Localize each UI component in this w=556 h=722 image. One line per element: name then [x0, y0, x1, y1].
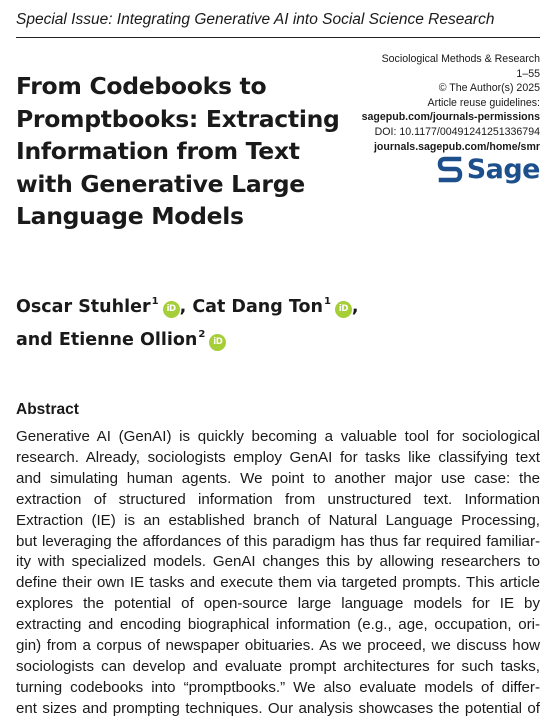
affiliation-mark: 2	[198, 329, 206, 340]
abstract-heading: Abstract	[16, 401, 79, 418]
doi[interactable]: DOI: 10.1177/00491241251336794	[374, 125, 540, 138]
reuse-link[interactable]: sagepub.com/journals-permissions	[361, 111, 540, 124]
reuse-label: Article reuse guidelines:	[427, 96, 540, 109]
special-issue-label: Special Issue: Integrating Generative AI into Social Science Research	[16, 11, 495, 28]
copyright: © The Author(s) 2025	[438, 82, 540, 95]
abstract-line: and simulating human agents. We point to another major use case: the	[16, 469, 540, 487]
abstract-line: Generative AI (GenAI) is quickly becoming a valuable tool for sociological	[16, 428, 540, 445]
publisher-logo	[437, 154, 540, 185]
abstract-line: extraction of structured information from unstructured text. Information	[16, 490, 540, 508]
author-name: and Etienne Ollion	[16, 330, 198, 350]
author-line	[16, 288, 536, 321]
title-line: with Generative Large	[16, 169, 305, 198]
article-title	[16, 70, 366, 233]
title-line: From Codebooks to	[16, 72, 267, 100]
abstract-line: gin) from a corpus of newspaper obituaries. As we proceed, we discuss how	[16, 637, 540, 655]
title-line: Information from Text	[16, 137, 300, 165]
abstract-line: define their own IE tasks and execute them via targeted prompts. This article	[16, 574, 540, 592]
orcid-icon[interactable]: iD	[335, 301, 352, 318]
abstract-line: turning codebooks into “promptbooks.” We also evaluate models of differ-	[16, 678, 540, 696]
abstract-line: explores the potential of open-source large language models for IE by	[16, 595, 540, 613]
orcid-icon[interactable]: iD	[163, 301, 180, 318]
sage-s-icon	[437, 155, 463, 185]
orcid-icon[interactable]: iD	[209, 334, 226, 351]
author-separator: ,	[179, 297, 193, 317]
journal-meta	[340, 52, 540, 154]
abstract-line: but leveraging the affordances of this paradigm has thus far required familiar-	[16, 532, 540, 550]
author-list	[16, 288, 536, 354]
journal-name: Sociological Methods & Research	[381, 53, 540, 65]
abstract-line: ent sizes and prompting techniques. Our analysis showcases the potential of	[16, 699, 540, 717]
abstract-body	[16, 427, 540, 720]
author-name: Oscar Stuhler	[16, 297, 151, 317]
title-line: Promptbooks: Extracting	[16, 104, 340, 133]
abstract-line: ity with specialized models. GenAI changes this by allowing researchers to	[16, 553, 540, 571]
title-line: Language Models	[16, 202, 244, 230]
header-rule	[16, 37, 540, 38]
author-separator: ,	[351, 297, 359, 317]
affiliation-mark: 1	[151, 296, 159, 307]
author-name: Cat Dang Ton	[192, 297, 323, 317]
author-line	[16, 321, 536, 354]
abstract-line: sociologists can develop and evaluate prompt architectures for such tasks,	[16, 657, 540, 675]
affiliation-mark: 1	[323, 296, 331, 307]
journal-link[interactable]: journals.sagepub.com/home/smr	[373, 140, 540, 153]
abstract-line: extracting and encoding biographical information (e.g., age, occupation, ori-	[16, 616, 540, 634]
page-range: 1–55	[516, 67, 540, 80]
publisher-name: Sage	[466, 154, 540, 185]
abstract-line: Extraction (IE) is an established branch of Natural Language Processing,	[16, 511, 540, 529]
abstract-line: research. Already, sociologists employ GenAI for tasks like classifying text	[16, 448, 540, 466]
